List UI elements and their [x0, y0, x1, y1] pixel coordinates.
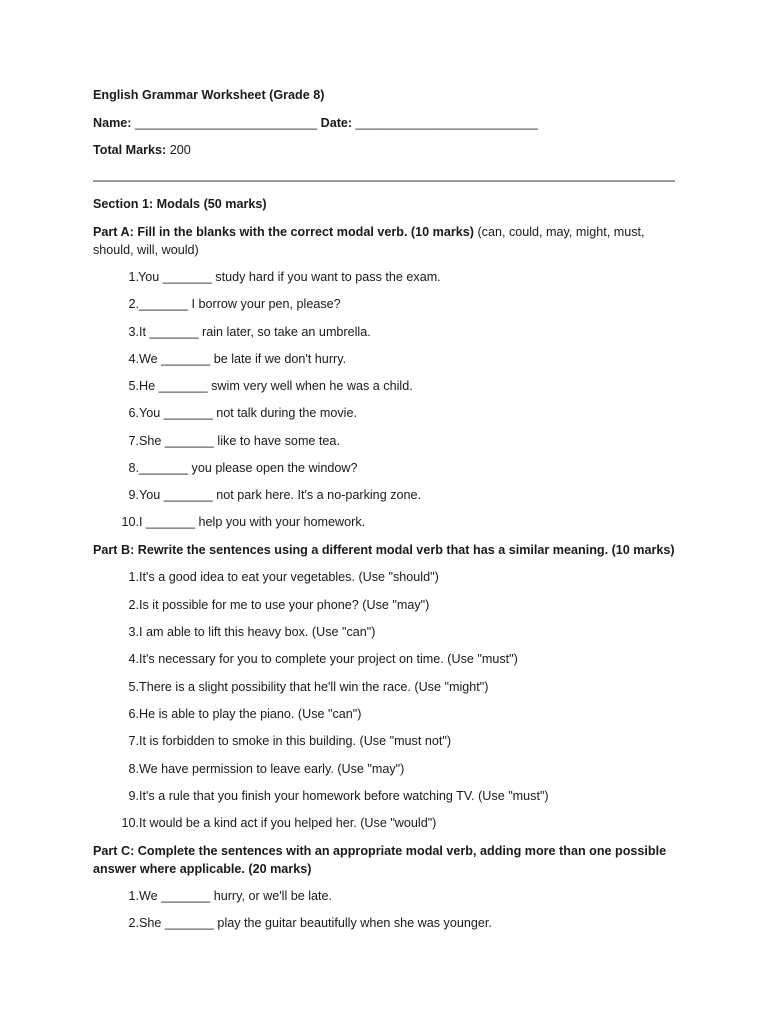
date-label: Date:: [320, 116, 353, 130]
item-text: We have permission to leave early. (Use "may"): [139, 762, 405, 776]
partC-heading: Part C: Complete the sentences with an appropriate modal verb, adding more than one possible answer where applicable. (20 marks): [93, 844, 667, 876]
item-number: 1.: [128, 889, 139, 903]
date-blank: __________________________: [355, 116, 538, 130]
name-blank: __________________________: [135, 116, 318, 130]
list-item: [113, 706, 362, 723]
item-text: It is forbidden to smoke in this building. (Use "must not"): [139, 734, 452, 748]
item-text: She _______ like to have some tea.: [139, 434, 340, 448]
list-item: [113, 351, 347, 368]
worksheet-title: English Grammar Worksheet (Grade 8): [93, 88, 325, 102]
item-text: There is a slight possibility that he'll win the race. (Use "might"): [139, 680, 489, 694]
item-number: 3.: [128, 625, 139, 639]
item-number: 7.: [128, 734, 139, 748]
item-text: You _______ not talk during the movie.: [139, 406, 357, 420]
item-text: _______ I borrow your pen, please?: [139, 297, 341, 311]
list-item: [113, 651, 518, 668]
item-number: 6.: [128, 707, 139, 721]
item-number: 3.: [128, 325, 139, 339]
item-text: I _______ help you with your homework.: [139, 515, 366, 529]
list-item: [113, 433, 340, 450]
list-item: [113, 514, 366, 531]
item-text: She _______ play the guitar beautifully when she was younger.: [139, 916, 492, 930]
item-number: 2.: [128, 598, 139, 612]
name-label: Name:: [93, 116, 132, 130]
list-item: [113, 597, 430, 614]
name-date-line: [93, 115, 538, 132]
list-item: [113, 324, 371, 341]
item-number: 4.: [128, 352, 139, 366]
item-text: You _______ not park here. It's a no-parking zone.: [139, 488, 421, 502]
item-text: It _______ rain later, so take an umbrella.: [139, 325, 371, 339]
item-text: We _______ be late if we don't hurry.: [139, 352, 347, 366]
item-text: _______ you please open the window?: [139, 461, 358, 475]
divider: [93, 180, 675, 182]
list-item: [113, 624, 376, 641]
list-item: [113, 888, 333, 905]
partA-heading: [93, 224, 678, 259]
list-item: [113, 761, 405, 778]
item-number: 8.: [128, 762, 139, 776]
list-item: [113, 296, 341, 313]
item-number: 5.: [128, 680, 139, 694]
list-item: [113, 679, 489, 696]
list-item: [113, 733, 452, 750]
item-number: 9.: [128, 488, 139, 502]
list-item: [113, 815, 437, 832]
partA-heading-bold: Part A: Fill in the blanks with the correct modal verb. (10 marks): [93, 225, 474, 239]
item-number: 9.: [128, 789, 139, 803]
list-item: [113, 569, 439, 586]
total-marks-value: 200: [169, 143, 191, 157]
item-text: It's necessary for you to complete your project on time. (Use "must"): [139, 652, 518, 666]
list-item: [113, 378, 413, 395]
item-text: We _______ hurry, or we'll be late.: [139, 889, 333, 903]
item-number: 1.: [128, 570, 139, 584]
list-item: [113, 269, 441, 286]
partB-heading: Part B: Rewrite the sentences using a different modal verb that has a similar meaning. (10 marks): [93, 543, 675, 557]
partA-heading-options: (can, could, may, might, must, should, will, would): [93, 225, 645, 257]
item-number: 10.: [121, 816, 139, 830]
list-item: [113, 915, 492, 932]
item-number: 4.: [128, 652, 139, 666]
item-number: 6.: [128, 406, 139, 420]
list-item: [113, 487, 421, 504]
item-number: 1.: [128, 270, 139, 284]
item-number: 2.: [128, 297, 139, 311]
item-text: It's a rule that you finish your homework before watching TV. (Use "must"): [139, 789, 549, 803]
list-item: [113, 460, 358, 477]
item-text: He is able to play the piano. (Use "can"): [139, 707, 362, 721]
item-text: I am able to lift this heavy box. (Use "can"): [139, 625, 376, 639]
item-text: It would be a kind act if you helped her. (Use "would"): [139, 816, 437, 830]
item-text: Is it possible for me to use your phone? (Use "may"): [139, 598, 430, 612]
item-text: It's a good idea to eat your vegetables. (Use "should"): [139, 570, 439, 584]
item-text: You _______ study hard if you want to pass the exam.: [138, 270, 441, 284]
item-number: 5.: [128, 379, 139, 393]
section1-heading: Section 1: Modals (50 marks): [93, 197, 267, 211]
list-item: [113, 405, 357, 422]
item-text: He _______ swim very well when he was a child.: [139, 379, 413, 393]
total-marks-label: Total Marks:: [93, 143, 167, 157]
total-marks-line: [93, 142, 191, 159]
item-number: 2.: [128, 916, 139, 930]
list-item: [113, 788, 549, 805]
item-number: 8.: [128, 461, 139, 475]
item-number: 10.: [121, 515, 139, 529]
item-number: 7.: [128, 434, 139, 448]
